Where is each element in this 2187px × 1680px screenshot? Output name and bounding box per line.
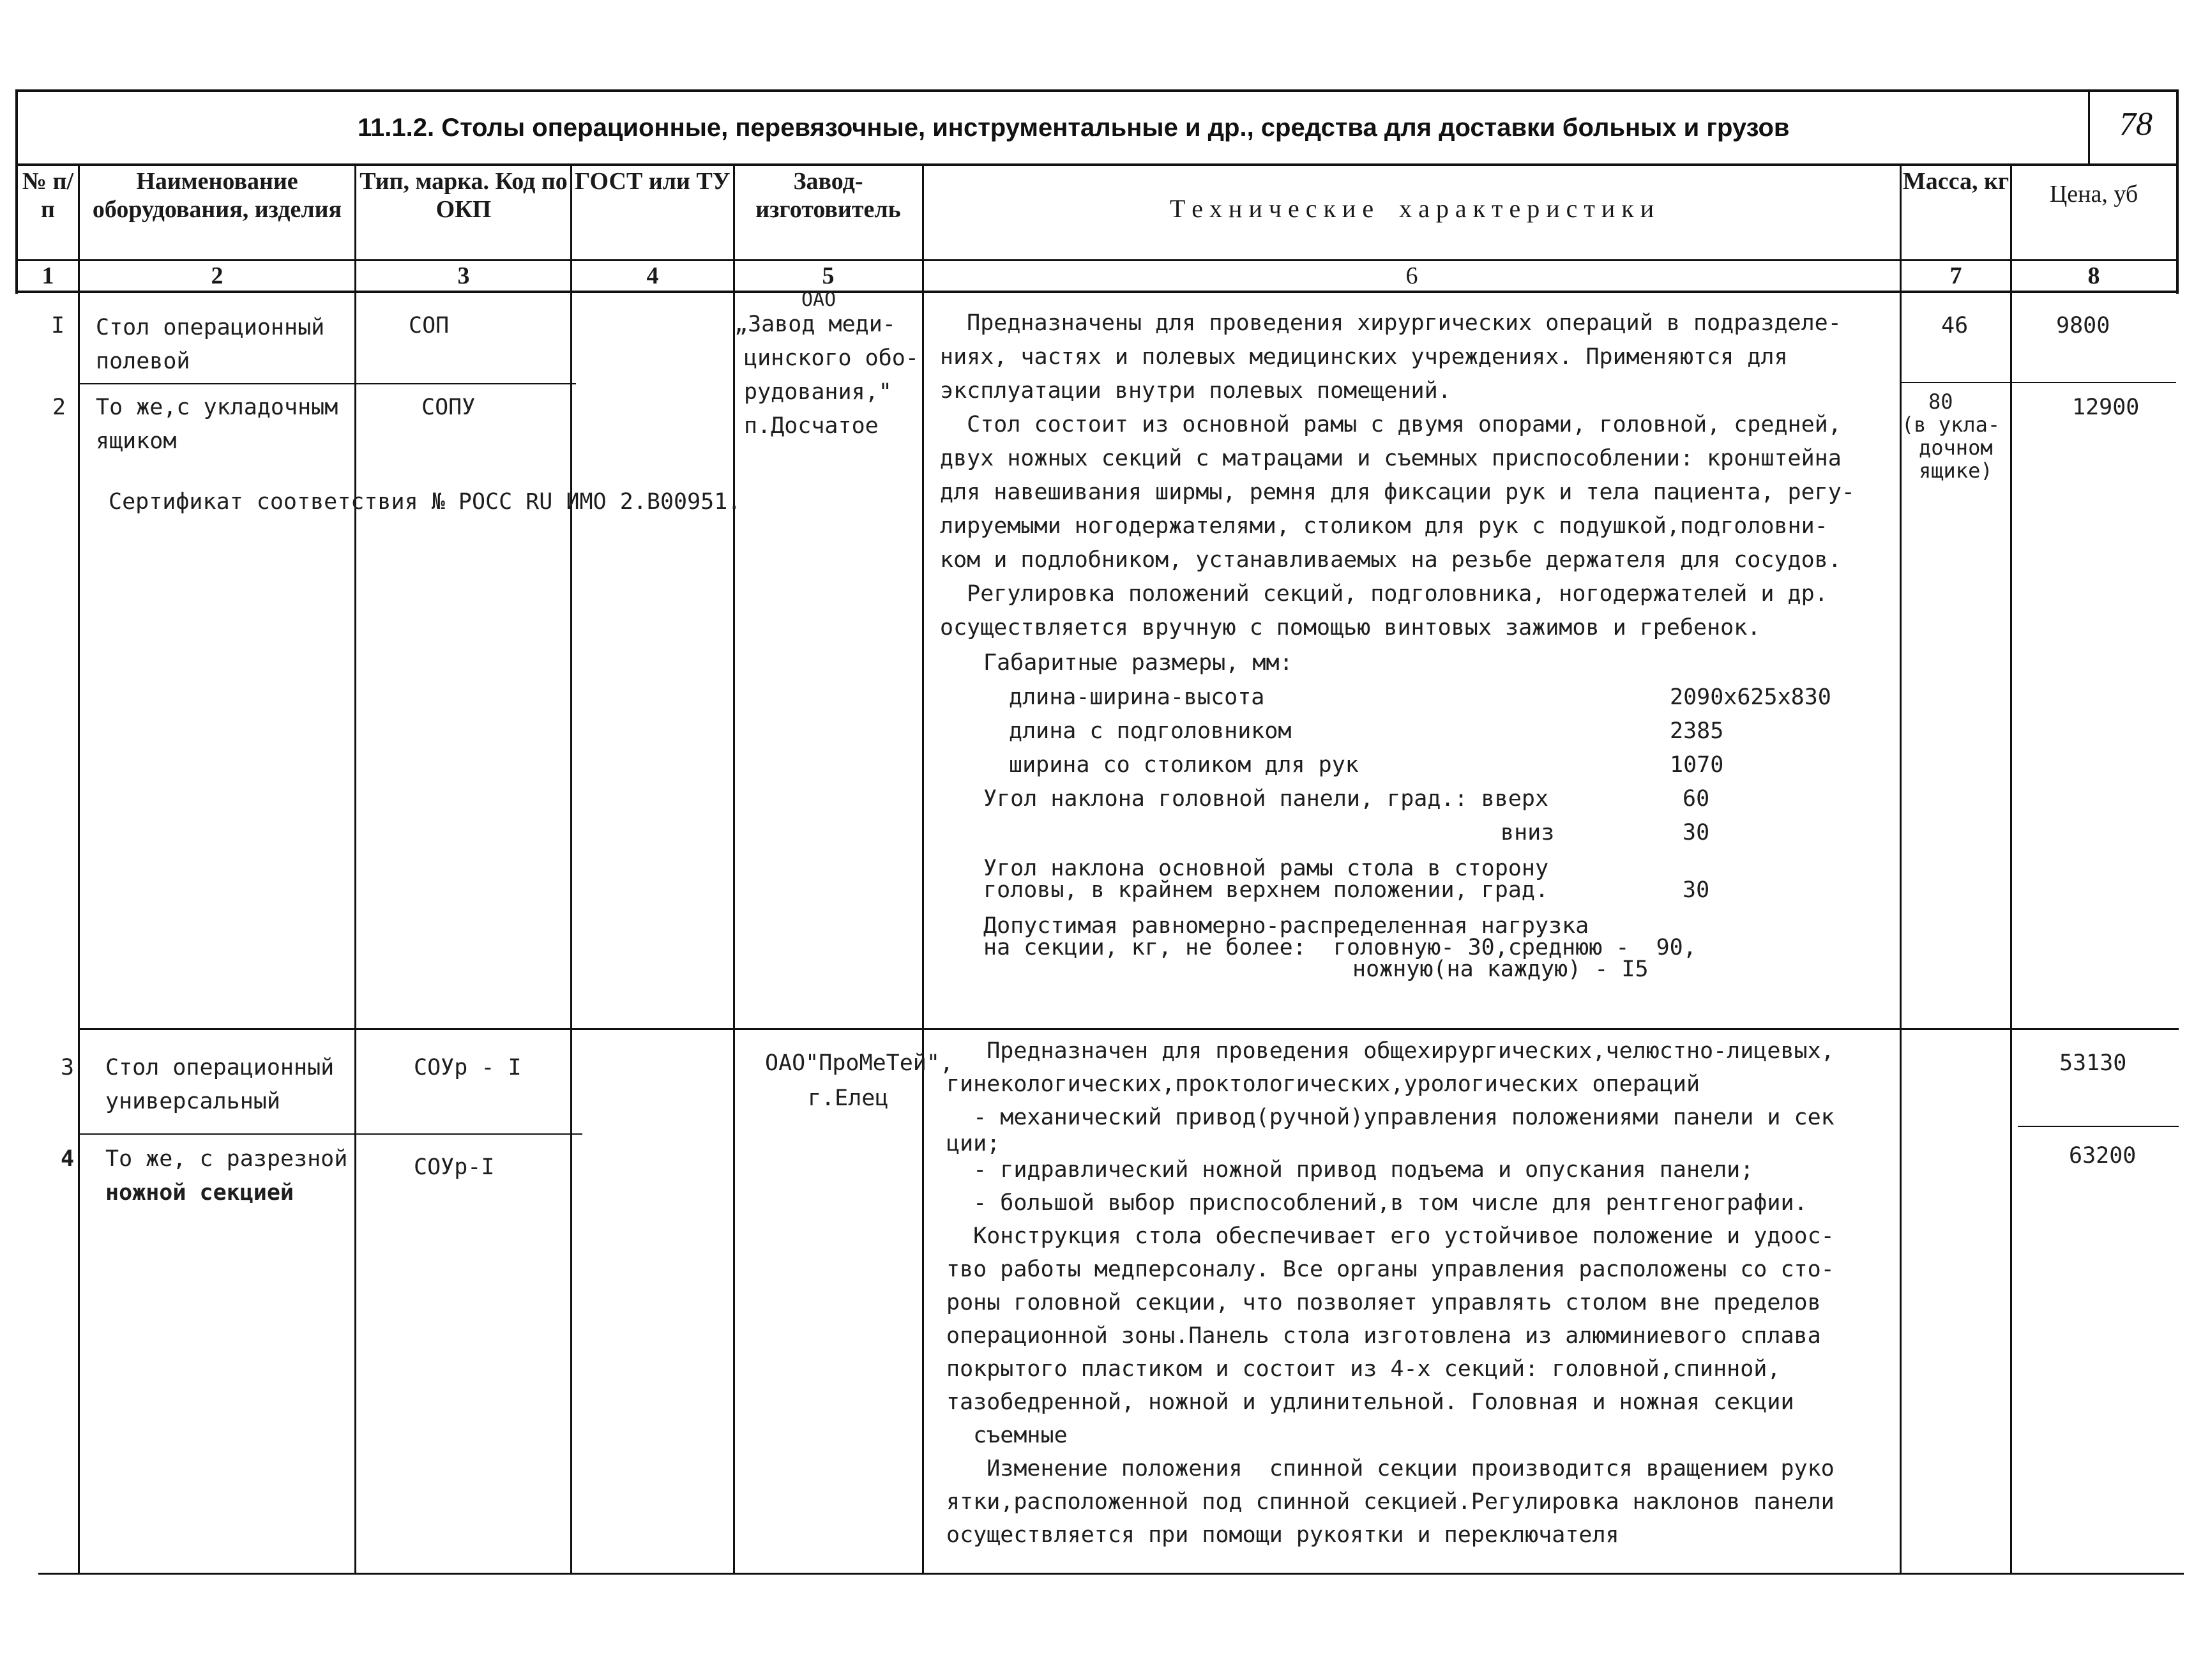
row4-type: СОУр-I (414, 1154, 495, 1180)
rule-c7 (2010, 165, 2012, 1573)
rule-colnum-bottom (15, 291, 2179, 293)
desc3-line: Предназначен для проведения общехирургических,челюстно-лицевых, (946, 1038, 1835, 1064)
desc3-line: гинекологических,проктологических,урологических операций (946, 1071, 1700, 1097)
rule-row3-bottom-right (2018, 1126, 2179, 1127)
desc3-line: тазобедренной, ножной и удлинительной. Головная и ножная секции (946, 1389, 1794, 1415)
desc1-line: ком и подлобником, устанавливаемых на резьбе держателя для сосудов. (940, 547, 1842, 573)
angle-up-value: 60 (1683, 786, 1710, 812)
row3-maker-l2: г.Елец (808, 1086, 889, 1111)
row2-mass-l1: 80 (1928, 390, 1953, 414)
rule-c4 (733, 165, 735, 1573)
dims-label-3: ширина со столиком для рук (1009, 752, 1359, 778)
rule-bottom (38, 1573, 2184, 1575)
desc3-line: Конструкция стола обеспечивает его устойчивое положение и удоос- (946, 1223, 1835, 1249)
row2-mass-l2: (в укла- (1902, 412, 2001, 437)
header-specs: Т е х н и ч е с к и е х а р а к т е р и с т и к и (1169, 194, 1654, 223)
frame-angle-value: 30 (1683, 877, 1710, 903)
rule-c2 (354, 165, 356, 1573)
desc3-line: - механический привод(ручной)управления положениями панели и сек (946, 1105, 1835, 1130)
load-l3: ножную(на каждую) - I5 (1352, 957, 1649, 982)
row1-price: 9800 (2056, 313, 2110, 338)
colnum-5: 5 (822, 262, 835, 289)
maker1-l0: ОАО (801, 289, 836, 311)
header-mass (1902, 167, 2009, 195)
rule-header-bottom (15, 259, 2179, 261)
colnum-1: 1 (42, 262, 54, 289)
dims-value-1: 2090x625x830 (1670, 685, 1831, 710)
dims-label-2: длина с подголовником (1009, 718, 1292, 744)
row3-num: 3 (61, 1055, 75, 1080)
header-name-label: Наименование оборудования, изделия (92, 168, 342, 223)
dims-title: Габаритные размеры, мм: (983, 650, 1293, 676)
desc1-line: осуществляется вручную с помощью винтовых зажимов и гребенок. (940, 615, 1761, 640)
header-mass-label: Масса, кг (1902, 168, 2009, 195)
row1-mass: 46 (1941, 313, 1969, 338)
rule-row1-bottom (78, 383, 576, 384)
maker1-l1: „Завод меди- (734, 312, 896, 337)
desc1-line: Предназначены для проведения хирургических операций в подразделе- (940, 310, 1842, 336)
row2-num: 2 (52, 395, 66, 420)
desc1-line: лируемыми ногодержателями, столиком для рук с подушкой,подголовни- (940, 513, 1828, 539)
desc1-line: для навешивания ширмы, ремня для фиксации рук и тела пациента, регу- (940, 480, 1855, 505)
header-name (80, 167, 354, 223)
rule-c3 (570, 165, 572, 1573)
row2-price: 12900 (2072, 395, 2140, 420)
load-l2: на секции, кг, не более: головную- 30,среднюю - 90, (983, 935, 1697, 960)
maker1-l3: рудования," (744, 379, 892, 405)
row3-type: СОУр - I (414, 1055, 522, 1080)
rule-c5 (922, 165, 924, 1573)
desc3-line: - большой выбор приспособлений,в том числе для рентгенографии. (946, 1190, 1808, 1216)
row3-name-l1: Стол операционный (105, 1055, 335, 1080)
desc3-line: ции; (946, 1131, 1001, 1156)
rule-right (2176, 89, 2179, 294)
description-row3 (946, 1034, 1835, 1552)
desc1-line: ниях, частях и полевых медицинских учреждениях. Применяются для (940, 344, 1788, 370)
desc1-line: двух ножных секций с матрацами и съемных приспособлении: кронштейна (940, 446, 1842, 471)
header-price: Цена, уб (2049, 181, 2138, 208)
colnum-6: 6 (1405, 262, 1418, 289)
colnum-4: 4 (646, 262, 659, 289)
section-title: 11.1.2. Столы операционные, перевязочные, инструментальные и др., средства для доставки больных и грузов (358, 114, 1790, 142)
desc1-line: Регулировка положений секций, подголовника, ногодержателей и др. (940, 581, 1828, 607)
row2-name-l2: ящиком (96, 428, 177, 454)
maker1-l4: п.Досчатое (744, 413, 879, 439)
row1-num: I (51, 313, 65, 338)
row3-name-l2: универсальный (105, 1089, 280, 1114)
dims-value-2: 2385 (1670, 718, 1724, 744)
rule-row2-bottom (78, 1028, 2179, 1030)
desc3-line: съемные (946, 1423, 1068, 1448)
row3-price: 53130 (2059, 1050, 2127, 1076)
row2-type: СОПУ (421, 395, 476, 420)
colnum-2: 2 (211, 262, 223, 289)
rule-title-bottom (15, 163, 2179, 166)
description-row1 (940, 306, 1855, 645)
row3-maker-l1: ОАО"ПроМеТей", (765, 1050, 954, 1076)
frame-angle-l2: головы, в крайнем верхнем положении, град. (983, 877, 1549, 903)
angle-label: Угол наклона головной панели, град.: вверх (983, 786, 1549, 812)
desc1-line: эксплуатации внутри полевых помещений. (940, 378, 1451, 404)
colnum-7: 7 (1949, 262, 1962, 289)
row2-mass-l4: ящике) (1919, 458, 1993, 483)
header-type (358, 167, 570, 223)
frame-angle-l1: Угол наклона основной рамы стола в сторону (983, 856, 1549, 881)
colnum-8: 8 (2087, 262, 2100, 289)
colnum-3: 3 (457, 262, 470, 289)
row1-name-l2: полевой (96, 349, 190, 374)
desc3-line: осуществляется при помощи рукоятки и переключателя (946, 1522, 1619, 1548)
row4-price: 63200 (2069, 1143, 2137, 1169)
header-type-label: Тип, марка. Код по ОКП (359, 168, 568, 223)
desc1-line: Стол состоит из основной рамы с двумя опорами, головной, средней, (940, 412, 1842, 437)
dims-value-3: 1070 (1670, 752, 1724, 778)
rule-row3-bottom (78, 1133, 582, 1135)
angle-down-value: 30 (1683, 820, 1710, 845)
angle-down-label: вниз (1501, 820, 1555, 845)
row4-num: 4 (61, 1146, 75, 1172)
row4-name-l2: ножной секцией (105, 1180, 294, 1206)
row1-type: СОП (409, 313, 450, 338)
certificate-text: Сертификат соответствия № РОСС RU ИМО 2.В00951. (109, 489, 741, 515)
row4-name-l1: То же, с разрезной (105, 1146, 348, 1172)
rule-c6 (1900, 165, 1902, 1573)
maker1-l2: цинского обо- (744, 345, 919, 371)
header-gost (573, 167, 732, 195)
rule-pagenum (2088, 89, 2090, 165)
header-num-label: № п/п (22, 168, 74, 223)
row2-mass-l3: дочном (1919, 435, 1993, 460)
desc3-line: роны головной секции, что позволяет управлять столом вне пределов (946, 1290, 1821, 1315)
dims-label-1: длина-ширина-высота (1009, 685, 1265, 710)
desc3-line: - гидравлический ножной привод подъема и опускания панели; (946, 1157, 1754, 1183)
desc3-line: ятки,расположенной под спинной секцией.Регулировка наклонов панели (946, 1489, 1835, 1515)
desc3-line: Изменение положения спинной секции производится вращением руко (946, 1456, 1835, 1481)
rule-c1 (78, 165, 80, 1573)
header-maker-label: Завод-изготовитель (755, 168, 901, 223)
page-number: 78 (2119, 106, 2153, 142)
header-num (18, 167, 78, 223)
header-gost-label: ГОСТ или ТУ (575, 168, 730, 195)
desc3-line: покрытого пластиком и состоит из 4-х секций: головной,спинной, (946, 1356, 1781, 1382)
desc3-line: операционной зоны.Панель стола изготовлена из алюминиевого сплава (946, 1323, 1821, 1349)
header-maker (736, 167, 921, 223)
rule-row1-bottom-right (1902, 382, 2176, 383)
load-l1: Допустимая равномерно-распределенная нагрузка (983, 913, 1589, 939)
row1-name-l1: Стол операционный (96, 315, 325, 340)
desc3-line: тво работы медперсоналу. Все органы управления расположены со сто- (946, 1257, 1835, 1282)
row2-name-l1: То же,с укладочным (96, 395, 338, 420)
rule-top (15, 89, 2179, 92)
